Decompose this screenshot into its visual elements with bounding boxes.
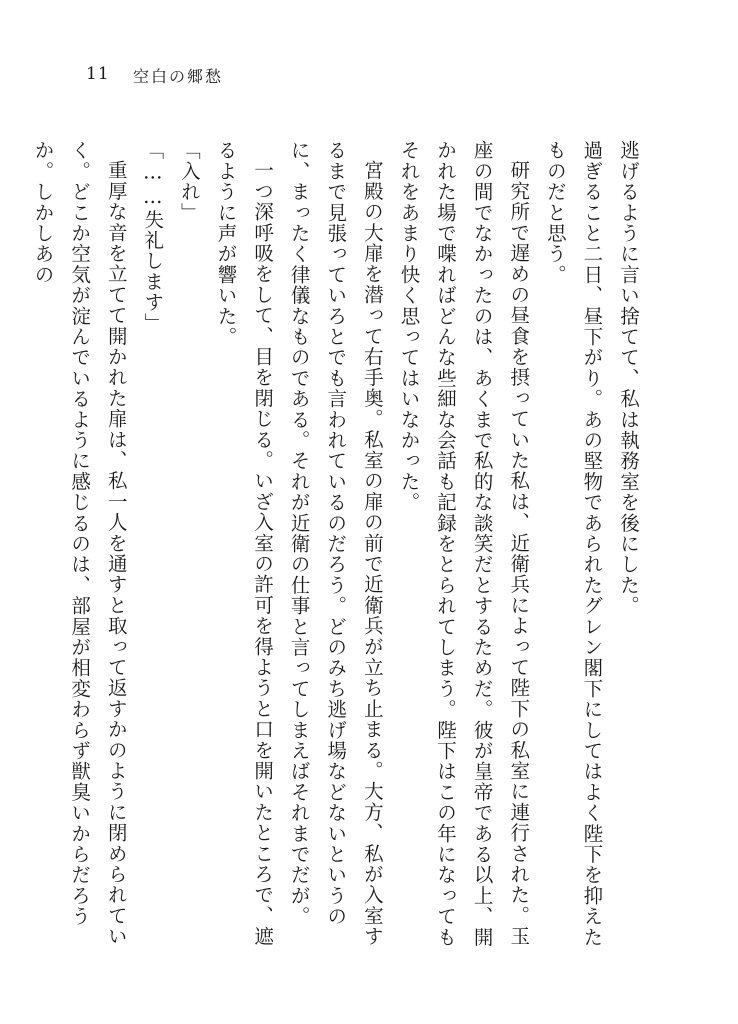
- paragraph: 一つ深呼吸をして、目を閉じる。いざ入室の許可を得ようと口を開いたところで、遮るように声が響いた。: [214, 140, 275, 947]
- dialogue-line: 「入れ」: [177, 140, 201, 223]
- paragraph: 過ぎること二日、昼下がり。あの堅物であられたグレン閣下にしてはよく陛下を抑えたものだと思う。: [543, 140, 604, 948]
- running-title: 空白の郷愁: [133, 67, 224, 86]
- paragraph: 逃げるように言い捨てて、私は執務室を後にした。: [617, 140, 640, 617]
- paragraph: 研究所で遅めの昼食を摂っていた私は、近衛兵によって陛下の私室に連行された。玉座の間でなかったのは、あくまで私的な談笑だとするためだ。彼が皇帝である以上、開かれた場で喋ればどんな些細な会話も記録をとられてしまう。陛下はこの年になってもそれをあまり快く思ってはいなかった。: [397, 140, 531, 948]
- paragraph: 宮殿の大扉を潜って右手奥。私室の扉の前で近衛兵が立ち止まる。大方、私が入室するまで見張っていろとでも言われているのだろう。どのみち逃げ場などないというのに、まったく律儀なものである。それが近衛の仕事と言ってしまえばそれまでだが。: [287, 140, 384, 947]
- paragraph: 重厚な音を立てて開かれた扉は、私一人を通すと取って返すかのように閉められていく。どこか空気が淀んでいるように感じるのは、部屋が相変わらず獣臭いからだろうか。しかしあの: [31, 140, 128, 947]
- page-number: 11: [86, 64, 110, 84]
- body-text: [24, 140, 646, 960]
- dialogue-line: 「……失礼します」: [141, 140, 165, 334]
